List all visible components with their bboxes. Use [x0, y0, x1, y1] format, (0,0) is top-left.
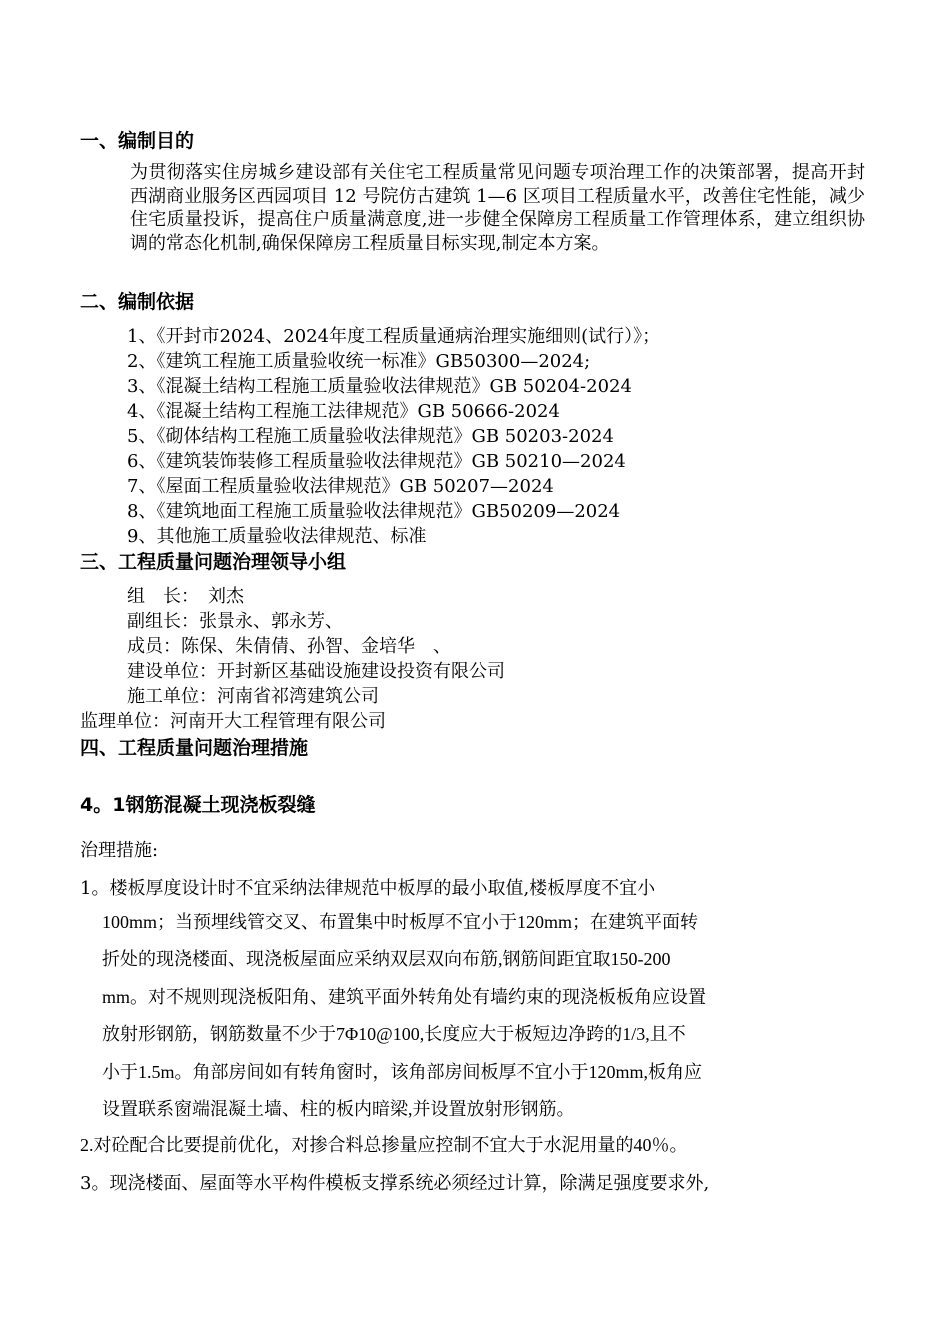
section-1-heading: 一、编制目的: [80, 130, 195, 152]
owner-line: 建设单位：开封新区基础设施建设投资有限公司: [127, 661, 505, 682]
measure-line: 折处的现浇楼面、现浇板屋面应采纳双层双向布筋,钢筋间距宜取150-200: [102, 949, 671, 970]
basis-item: 9、其他施工质量验收法律规范、标准: [127, 526, 427, 547]
subsection-heading: 4。1钢筋混凝土现浇板裂缝: [80, 794, 316, 816]
section-3-heading: 三、工程质量问题治理领导小组: [80, 551, 347, 573]
measure-2: 2.对砼配合比要提前优化，对掺合料总掺量应控制不宜大于水泥用量的40％。: [80, 1135, 688, 1155]
basis-item: 3、《混凝土结构工程施工质量验收法律规范》GB 50204-2024: [127, 376, 632, 397]
basis-item: 4、《混凝土结构工程施工法律规范》GB 50666-2024: [127, 401, 560, 422]
leader-line: 组 长： 刘杰: [127, 586, 244, 607]
basis-item: 6、《建筑装饰装修工程质量验收法律规范》GB 50210—2024: [127, 451, 626, 472]
basis-item: 8、《建筑地面工程施工质量验收法律规范》GB50209—2024: [127, 501, 621, 522]
members-line: 成员：陈保、朱倩倩、孙智、金培华 、: [127, 636, 451, 657]
measure-1-continuation: [102, 904, 862, 1128]
measure-line: 设置联系窗端混凝土墙、柱的板内暗梁,并设置放射形钢筋。: [102, 1099, 575, 1120]
basis-item: 5、《砌体结构工程施工质量验收法律规范》GB 50203-2024: [127, 426, 614, 447]
measures-label: 治理措施:: [80, 840, 159, 861]
basis-item: 7、《屋面工程质量验收法律规范》GB 50207—2024: [127, 476, 554, 497]
measure-line: mm。对不规则现浇板阳角、建筑平面外转角处有墙约束的现浇板板角应设置: [102, 986, 706, 1007]
measure-1-first-line: 1。楼板厚度设计时不宜采纳法律规范中板厚的最小取值,楼板厚度不宜小: [80, 878, 656, 899]
contractor-line: 施工单位：河南省祁湾建筑公司: [127, 686, 379, 707]
measure-3: 3。现浇楼面、屋面等水平构件模板支撑系统必须经过计算，除满足强度要求外,: [80, 1173, 710, 1194]
deputy-line: 副组长：张景永、郭永芳、: [127, 611, 343, 632]
measure-line: 放射形钢筋，钢筋数量不少于7Φ10@100,长度应大于板短边净跨的1/3,且不: [102, 1024, 686, 1045]
measure-line: 100mm；当预埋线管交叉、布置集中时板厚不宜小于120mm；在建筑平面转: [102, 912, 699, 932]
measure-line: 小于1.5m。角部房间如有转角窗时，该角部房间板厚不宜小于120mm,板角应: [102, 1061, 702, 1082]
basis-item: 2、《建筑工程施工质量验收统一标准》GB50300—2024;: [127, 351, 591, 372]
section-4-heading: 四、工程质量问题治理措施: [80, 737, 309, 759]
section-2-heading: 二、编制依据: [80, 291, 195, 313]
section-1-body: 为贯彻落实住房城乡建设部有关住宅工程质量常见问题专项治理工作的决策部署，提高开封西湖商业服务区西园项目 12 号院仿古建筑 1—6 区项目工程质量水平，改善住宅性能，减少住宅质量投诉，提高住户质量满意度,进一步健全保障房工程质量工作管理体系，建立组织协调的常态化机制,确保保障房工程质量目标实现,制定本方案。: [130, 162, 865, 254]
supervisor-line: 监理单位：河南开大工程管理有限公司: [80, 711, 386, 732]
basis-item: 1、《开封市2024、2024年度工程质量通病治理实施细则(试行）》；: [127, 326, 661, 347]
